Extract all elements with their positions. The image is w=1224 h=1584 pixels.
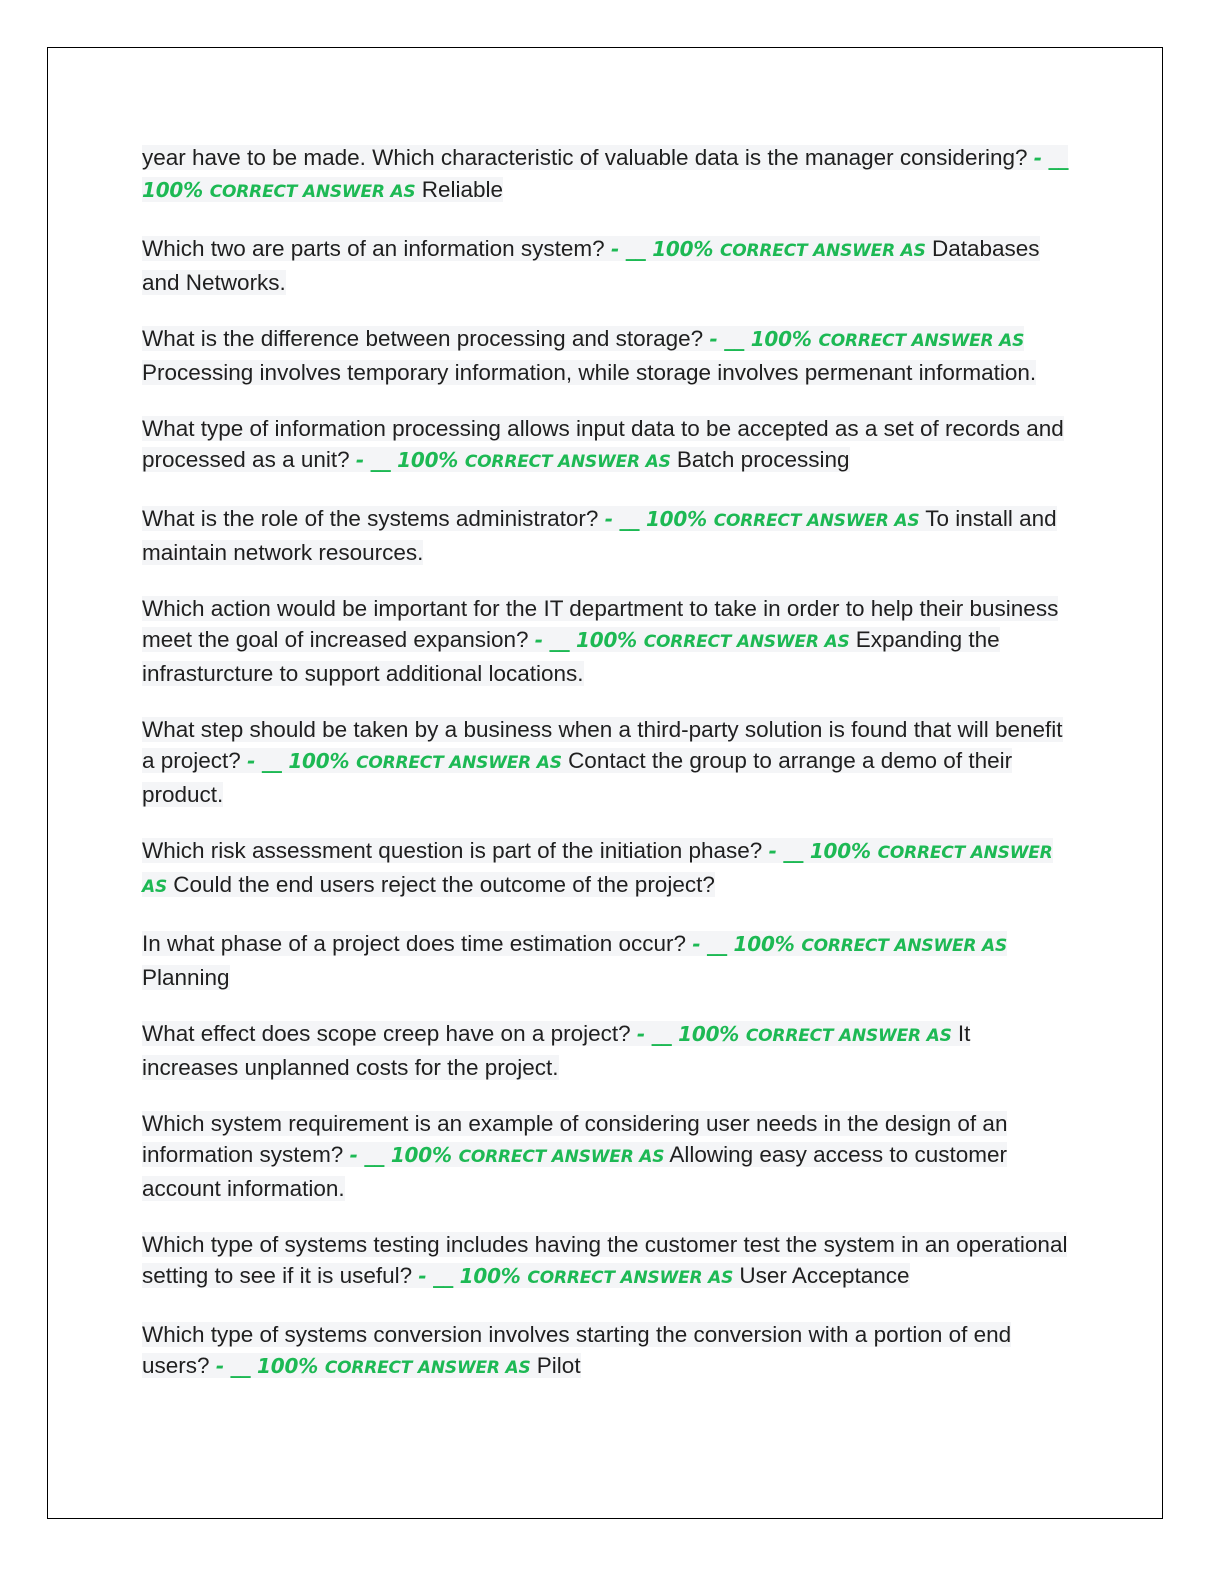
question-text: Which two are parts of an information system? <box>142 236 605 261</box>
question-text: What is the difference between processing and storage? <box>142 326 704 351</box>
question-text: Which system requirement is an example of considering user needs in the design of an information system? <box>142 1111 1008 1167</box>
answer-text: Pilot <box>536 1353 581 1378</box>
answer-marker: - __ 100% CORRECT ANSWER AS <box>709 327 1025 351</box>
answer-marker: - __ 100% CORRECT ANSWER AS <box>534 628 850 652</box>
answer-marker: - __ 100% CORRECT ANSWER AS <box>692 932 1008 956</box>
answer-text: Databases and Networks. <box>142 236 1040 295</box>
question-text: Which type of systems conversion involves starting the conversion with a portion of end users? <box>142 1322 1012 1378</box>
qa-item <box>142 1108 1072 1204</box>
qa-item <box>142 503 1072 568</box>
answer-text: Reliable <box>421 177 504 202</box>
answer-text: Processing involves temporary information, while storage involves permenant information. <box>142 360 1037 385</box>
qa-item <box>142 1018 1072 1083</box>
answer-marker: - __ 100% CORRECT ANSWER AS <box>418 1264 734 1288</box>
qa-item <box>142 1319 1072 1384</box>
answer-text: Planning <box>142 965 230 990</box>
qa-item <box>142 323 1072 388</box>
question-text: Which risk assessment question is part of the initiation phase? <box>142 838 763 863</box>
question-text: What effect does scope creep have on a project? <box>142 1021 631 1046</box>
qa-item <box>142 593 1072 689</box>
question-text: Which type of systems testing includes having the customer test the system in an operational setting to see if it is useful? <box>142 1232 1068 1288</box>
answer-text: Expanding the infrasturcture to support additional locations. <box>142 627 1000 686</box>
answer-marker: - __ 100% CORRECT ANSWER AS <box>142 146 1069 202</box>
answer-marker: - __ 100% CORRECT ANSWER AS <box>247 749 562 773</box>
qa-item <box>142 835 1072 903</box>
answer-text: Batch processing <box>676 447 850 472</box>
answer-marker: - __ 100% CORRECT ANSWER AS <box>610 237 926 261</box>
answer-marker: - __ 100% CORRECT ANSWER AS <box>636 1022 952 1046</box>
answer-marker: - __ 100% CORRECT ANSWER AS <box>215 1354 531 1378</box>
answer-text: User Acceptance <box>739 1263 910 1288</box>
qa-item <box>142 413 1072 478</box>
answer-marker: - __ 100% CORRECT ANSWER AS <box>142 839 1053 897</box>
qa-item <box>142 928 1072 993</box>
answer-text: To install and maintain network resources. <box>142 506 1057 565</box>
qa-item <box>142 233 1072 298</box>
qa-item <box>142 1229 1072 1294</box>
qa-item <box>142 714 1072 810</box>
question-text: year have to be made. Which characteristic of valuable data is the manager considering? <box>142 145 1028 170</box>
answer-text: Could the end users reject the outcome of the project? <box>173 872 715 897</box>
question-text: Which action would be important for the IT department to take in order to help their business meet the goal of increased expansion? <box>142 596 1059 652</box>
document-body <box>142 142 1072 1409</box>
answer-marker: - __ 100% CORRECT ANSWER AS <box>349 1143 665 1167</box>
answer-text: Allowing easy access to customer account information. <box>142 1142 1007 1201</box>
question-text: What step should be taken by a business when a third-party solution is found that will benefit a project? <box>142 717 1063 773</box>
qa-item <box>142 142 1072 208</box>
question-text: What is the role of the systems administrator? <box>142 506 599 531</box>
answer-marker: - __ 100% CORRECT ANSWER AS <box>604 507 920 531</box>
answer-text: Contact the group to arrange a demo of their product. <box>142 748 1013 807</box>
question-text: In what phase of a project does time estimation occur? <box>142 931 687 956</box>
question-text: What type of information processing allows input data to be accepted as a set of records and processed as a unit? <box>142 416 1064 472</box>
answer-text: It increases unplanned costs for the project. <box>142 1021 971 1080</box>
answer-marker: - __ 100% CORRECT ANSWER AS <box>355 448 671 472</box>
